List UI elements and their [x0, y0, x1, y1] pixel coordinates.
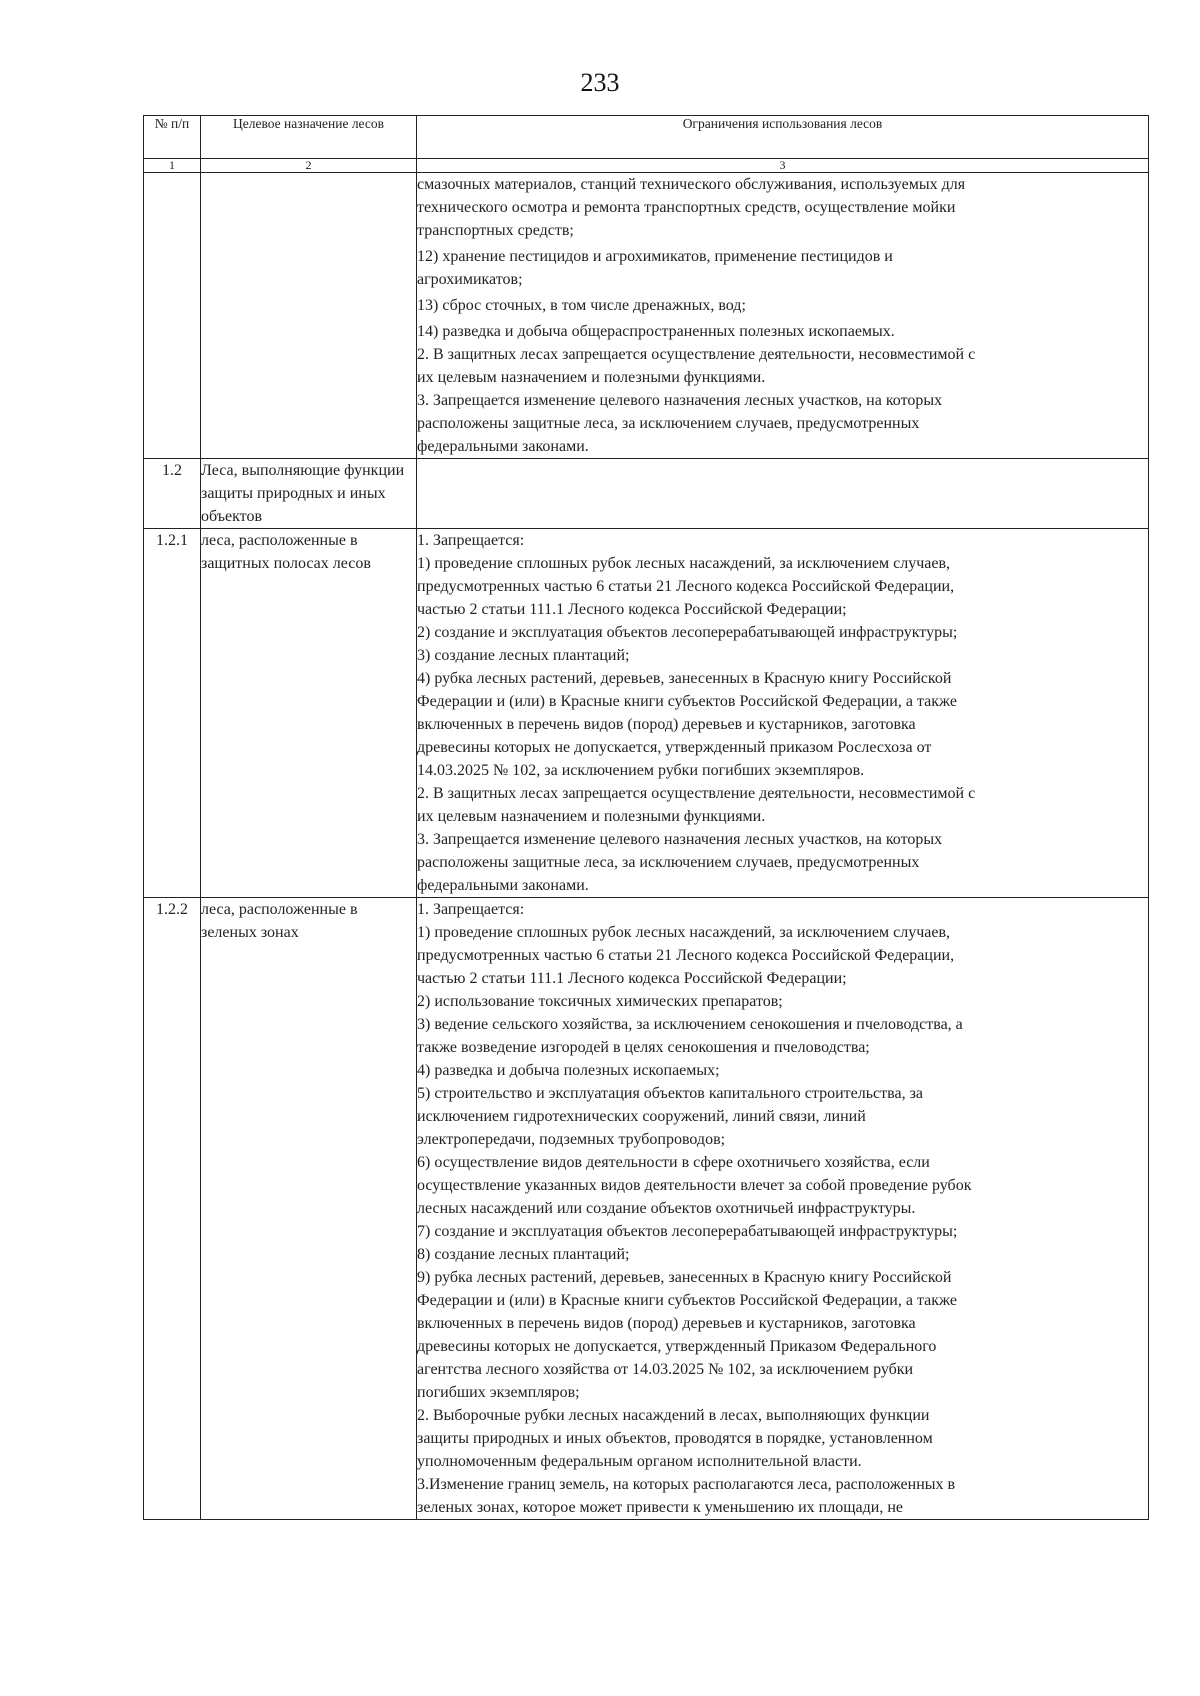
table-row	[144, 173, 1149, 459]
text-line: зеленых зонах, которое может привести к уменьшению их площади, не	[417, 1499, 903, 1516]
text-line: 2) использование токсичных химических препаратов;	[417, 993, 783, 1010]
row-number: 1.2.1	[144, 529, 201, 898]
text-line: расположены защитные леса, за исключением случаев, предусмотренных	[417, 854, 920, 871]
row-number	[144, 173, 201, 459]
text-line: 2) создание и эксплуатация объектов лесоперерабатывающей инфраструктуры;	[417, 624, 958, 641]
forest-purpose: Леса, выполняющие функции защиты природных и иных объектов	[201, 459, 417, 529]
table-row	[144, 529, 1149, 898]
text-line: федеральными законами.	[417, 438, 589, 455]
table-header-row	[144, 116, 1149, 159]
column-index: 2	[201, 159, 417, 173]
text-line: 2. Выборочные рубки лесных насаждений в лесах, выполняющих функции	[417, 1407, 930, 1424]
text-line: уполномоченным федеральным органом исполнительной власти.	[417, 1453, 862, 1470]
text-line: 9) рубка лесных растений, деревьев, занесенных в Красную книгу Российской	[417, 1269, 952, 1286]
text-line: 2. В защитных лесах запрещается осуществление деятельности, несовместимой с	[417, 785, 976, 802]
text-line: электропередачи, подземных трубопроводов;	[417, 1131, 726, 1148]
row-number: 1.2	[144, 459, 201, 529]
text-line: 12) хранение пестицидов и агрохимикатов, применение пестицидов и	[417, 248, 893, 265]
text-line: 1. Запрещается:	[417, 532, 525, 549]
restrictions-text	[417, 173, 1149, 459]
text-line: осуществление указанных видов деятельности влечет за собой проведение рубок	[417, 1177, 972, 1194]
text-line: транспортных средств;	[417, 222, 574, 239]
table-row	[144, 459, 1149, 529]
text-line: агрохимикатов;	[417, 271, 523, 288]
text-line: 4) разведка и добыча полезных ископаемых;	[417, 1062, 720, 1079]
text-line: погибших экземпляров;	[417, 1384, 580, 1401]
page-number: 233	[580, 68, 620, 97]
column-index: 3	[417, 159, 1149, 173]
header-purpose: Целевое назначение лесов	[201, 116, 417, 159]
text-line: также возведение изгородей в целях сенокошения и пчеловодства;	[417, 1039, 870, 1056]
row-number: 1.2.2	[144, 898, 201, 1520]
forest-purpose: леса, расположенные в зеленых зонах	[201, 898, 417, 1520]
restrictions-text	[417, 459, 1149, 529]
text-line: их целевым назначением и полезными функциями.	[417, 808, 766, 825]
text-line: 2. В защитных лесах запрещается осуществление деятельности, несовместимой с	[417, 346, 976, 363]
table-body	[144, 173, 1149, 1520]
text-line: 13) сброс сточных, в том числе дренажных, вод;	[417, 297, 746, 314]
text-line: исключением гидротехнических сооружений, линий связи, линий	[417, 1108, 866, 1125]
text-line: 8) создание лесных плантаций;	[417, 1246, 630, 1263]
text-line: агентства лесного хозяйства от 14.03.2025 № 102, за исключением рубки	[417, 1361, 914, 1378]
text-line: их целевым назначением и полезными функциями.	[417, 369, 766, 386]
header-number: № п/п	[144, 116, 201, 159]
text-line: 3) создание лесных плантаций;	[417, 647, 630, 664]
text-line: 4) рубка лесных растений, деревьев, занесенных в Красную книгу Российской	[417, 670, 952, 687]
text-line: предусмотренных частью 6 статьи 21 Лесного кодекса Российской Федерации,	[417, 578, 955, 595]
column-index: 1	[144, 159, 201, 173]
column-index-row	[144, 159, 1149, 173]
text-line: 3. Запрещается изменение целевого назначения лесных участков, на которых	[417, 392, 943, 409]
text-line: 3. Запрещается изменение целевого назначения лесных участков, на которых	[417, 831, 943, 848]
text-line: предусмотренных частью 6 статьи 21 Лесного кодекса Российской Федерации,	[417, 947, 955, 964]
text-line: включенных в перечень видов (пород) деревьев и кустарников, заготовка	[417, 716, 916, 733]
text-line: технического осмотра и ремонта транспортных средств, осуществление мойки	[417, 199, 956, 216]
text-line: 5) строительство и эксплуатация объектов капитального строительства, за	[417, 1085, 923, 1102]
text-line: лесных насаждений или создание объектов охотничьей инфраструктуры.	[417, 1200, 916, 1217]
forest-purpose	[201, 173, 417, 459]
text-line: Федерации и (или) в Красные книги субъектов Российской Федерации, а также	[417, 1292, 957, 1309]
table-row	[144, 898, 1149, 1520]
text-line: древесины которых не допускается, утвержденный Приказом Федерального	[417, 1338, 937, 1355]
text-line: 3.Изменение границ земель, на которых располагаются леса, расположенных в	[417, 1476, 956, 1493]
header-restrictions: Ограничения использования лесов	[417, 116, 1149, 159]
text-line: 6) осуществление видов деятельности в сфере охотничьего хозяйства, если	[417, 1154, 930, 1171]
text-line: 14) разведка и добыча общераспространенных полезных ископаемых.	[417, 323, 895, 340]
forest-purpose: леса, расположенные в защитных полосах лесов	[201, 529, 417, 898]
text-line: 14.03.2025 № 102, за исключением рубки погибших экземпляров.	[417, 762, 865, 779]
text-line: 1) проведение сплошных рубок лесных насаждений, за исключением случаев,	[417, 924, 951, 941]
text-line: федеральными законами.	[417, 877, 589, 894]
restrictions-text	[417, 898, 1149, 1520]
text-line: древесины которых не допускается, утвержденный приказом Рослесхоза от	[417, 739, 932, 756]
restrictions-table	[143, 115, 1149, 1520]
text-line: защиты природных и иных объектов, проводятся в порядке, установленном	[417, 1430, 933, 1447]
text-line: 3) ведение сельского хозяйства, за исключением сенокошения и пчеловодства, а	[417, 1016, 963, 1033]
text-line: 1. Запрещается:	[417, 901, 525, 918]
text-line: частью 2 статьи 111.1 Лесного кодекса Российской Федерации;	[417, 970, 847, 987]
text-line: 7) создание и эксплуатация объектов лесоперерабатывающей инфраструктуры;	[417, 1223, 958, 1240]
restrictions-text	[417, 529, 1149, 898]
text-line: 1) проведение сплошных рубок лесных насаждений, за исключением случаев,	[417, 555, 951, 572]
text-line: расположены защитные леса, за исключением случаев, предусмотренных	[417, 415, 920, 432]
text-line: частью 2 статьи 111.1 Лесного кодекса Российской Федерации;	[417, 601, 847, 618]
text-line: включенных в перечень видов (пород) деревьев и кустарников, заготовка	[417, 1315, 916, 1332]
text-line: Федерации и (или) в Красные книги субъектов Российской Федерации, а также	[417, 693, 957, 710]
text-line: смазочных материалов, станций технического обслуживания, используемых для	[417, 176, 966, 193]
